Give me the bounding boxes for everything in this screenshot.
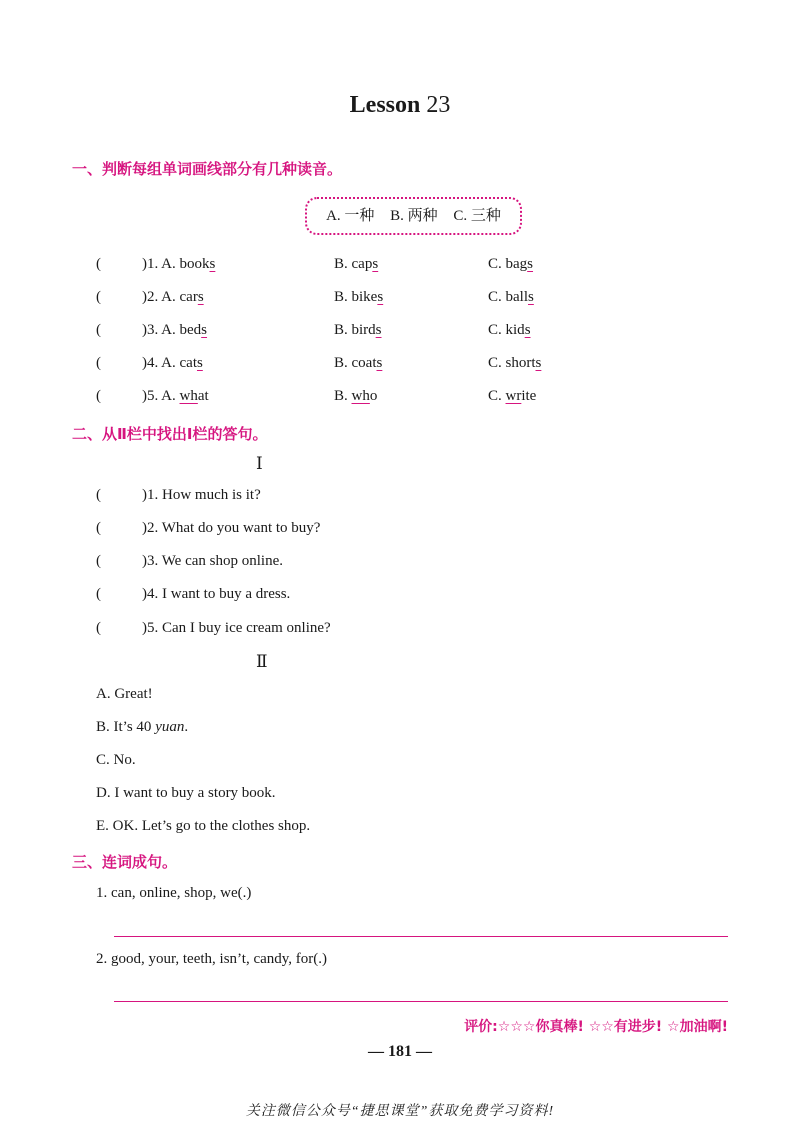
option-b: B. 两种	[390, 208, 438, 224]
s3-item-1: 1. can, online, shop, we(.)	[96, 885, 252, 901]
s2-q-1: ( )1. How much is it?	[96, 487, 261, 503]
s2-answer-d: D. I want to buy a story book.	[96, 785, 276, 801]
footer-note: 关注微信公众号“捷思课堂”获取免费学习资料!	[245, 1104, 555, 1119]
section1-heading: 一、判断每组单词画线部分有几种读音。	[72, 160, 343, 178]
s1-row-1: ( )1. A. books	[96, 256, 216, 272]
s1-row-2: ( )2. A. cars	[96, 289, 204, 305]
answer-line-2[interactable]	[114, 1001, 728, 1002]
evaluation-text: 评价:☆☆☆你真棒! ☆☆有进步! ☆加油啊!	[464, 1019, 728, 1035]
s2-answer-a: A. Great!	[96, 686, 153, 702]
s1-row-3-b: B. birds	[334, 322, 382, 338]
s2-q-4: ( )4. I want to buy a dress.	[96, 586, 291, 602]
s1-row-4-c: C. shorts	[488, 355, 542, 371]
option-c: C. 三种	[453, 208, 501, 224]
options-box	[305, 197, 522, 235]
title-word: Lesson	[349, 92, 421, 118]
section3-heading: 三、连词成句。	[72, 853, 178, 871]
s1-row-2-b: B. bikes	[334, 289, 384, 305]
page-title	[0, 92, 800, 119]
s2-q-5: ( )5. Can I buy ice cream online?	[96, 620, 331, 636]
s1-row-3-c: C. kids	[488, 322, 531, 338]
s1-row-5: ( )5. A. what	[96, 388, 209, 404]
s1-row-1-b: B. caps	[334, 256, 379, 272]
s1-row-2-c: C. balls	[488, 289, 534, 305]
column-two-label: Ⅱ	[256, 652, 268, 671]
answer-line-1[interactable]	[114, 936, 728, 937]
s2-answer-c: C. No.	[96, 752, 136, 768]
s1-row-4: ( )4. A. cats	[96, 355, 203, 371]
column-one-label: Ⅰ	[256, 454, 263, 473]
s2-q-2: ( )2. What do you want to buy?	[96, 520, 321, 536]
s1-row-1-c: C. bags	[488, 256, 534, 272]
s2-q-3: ( )3. We can shop online.	[96, 553, 283, 569]
option-a: A. 一种	[326, 208, 375, 224]
s1-row-3: ( )3. A. beds	[96, 322, 208, 338]
s1-row-4-b: B. coats	[334, 355, 383, 371]
s1-row-5-c: C. write	[488, 388, 537, 404]
page-number: — 181 —	[368, 1043, 432, 1060]
section2-heading: 二、从Ⅱ栏中找出Ⅰ栏的答句。	[72, 425, 268, 443]
s1-row-5-b: B. who	[334, 388, 378, 404]
s2-answer-e: E. OK. Let’s go to the clothes shop.	[96, 818, 311, 834]
title-number: 23	[426, 92, 451, 118]
s2-answer-b: B. It’s 40 yuan.	[96, 719, 189, 735]
s3-item-2: 2. good, your, teeth, isn’t, candy, for(.)	[96, 951, 328, 967]
